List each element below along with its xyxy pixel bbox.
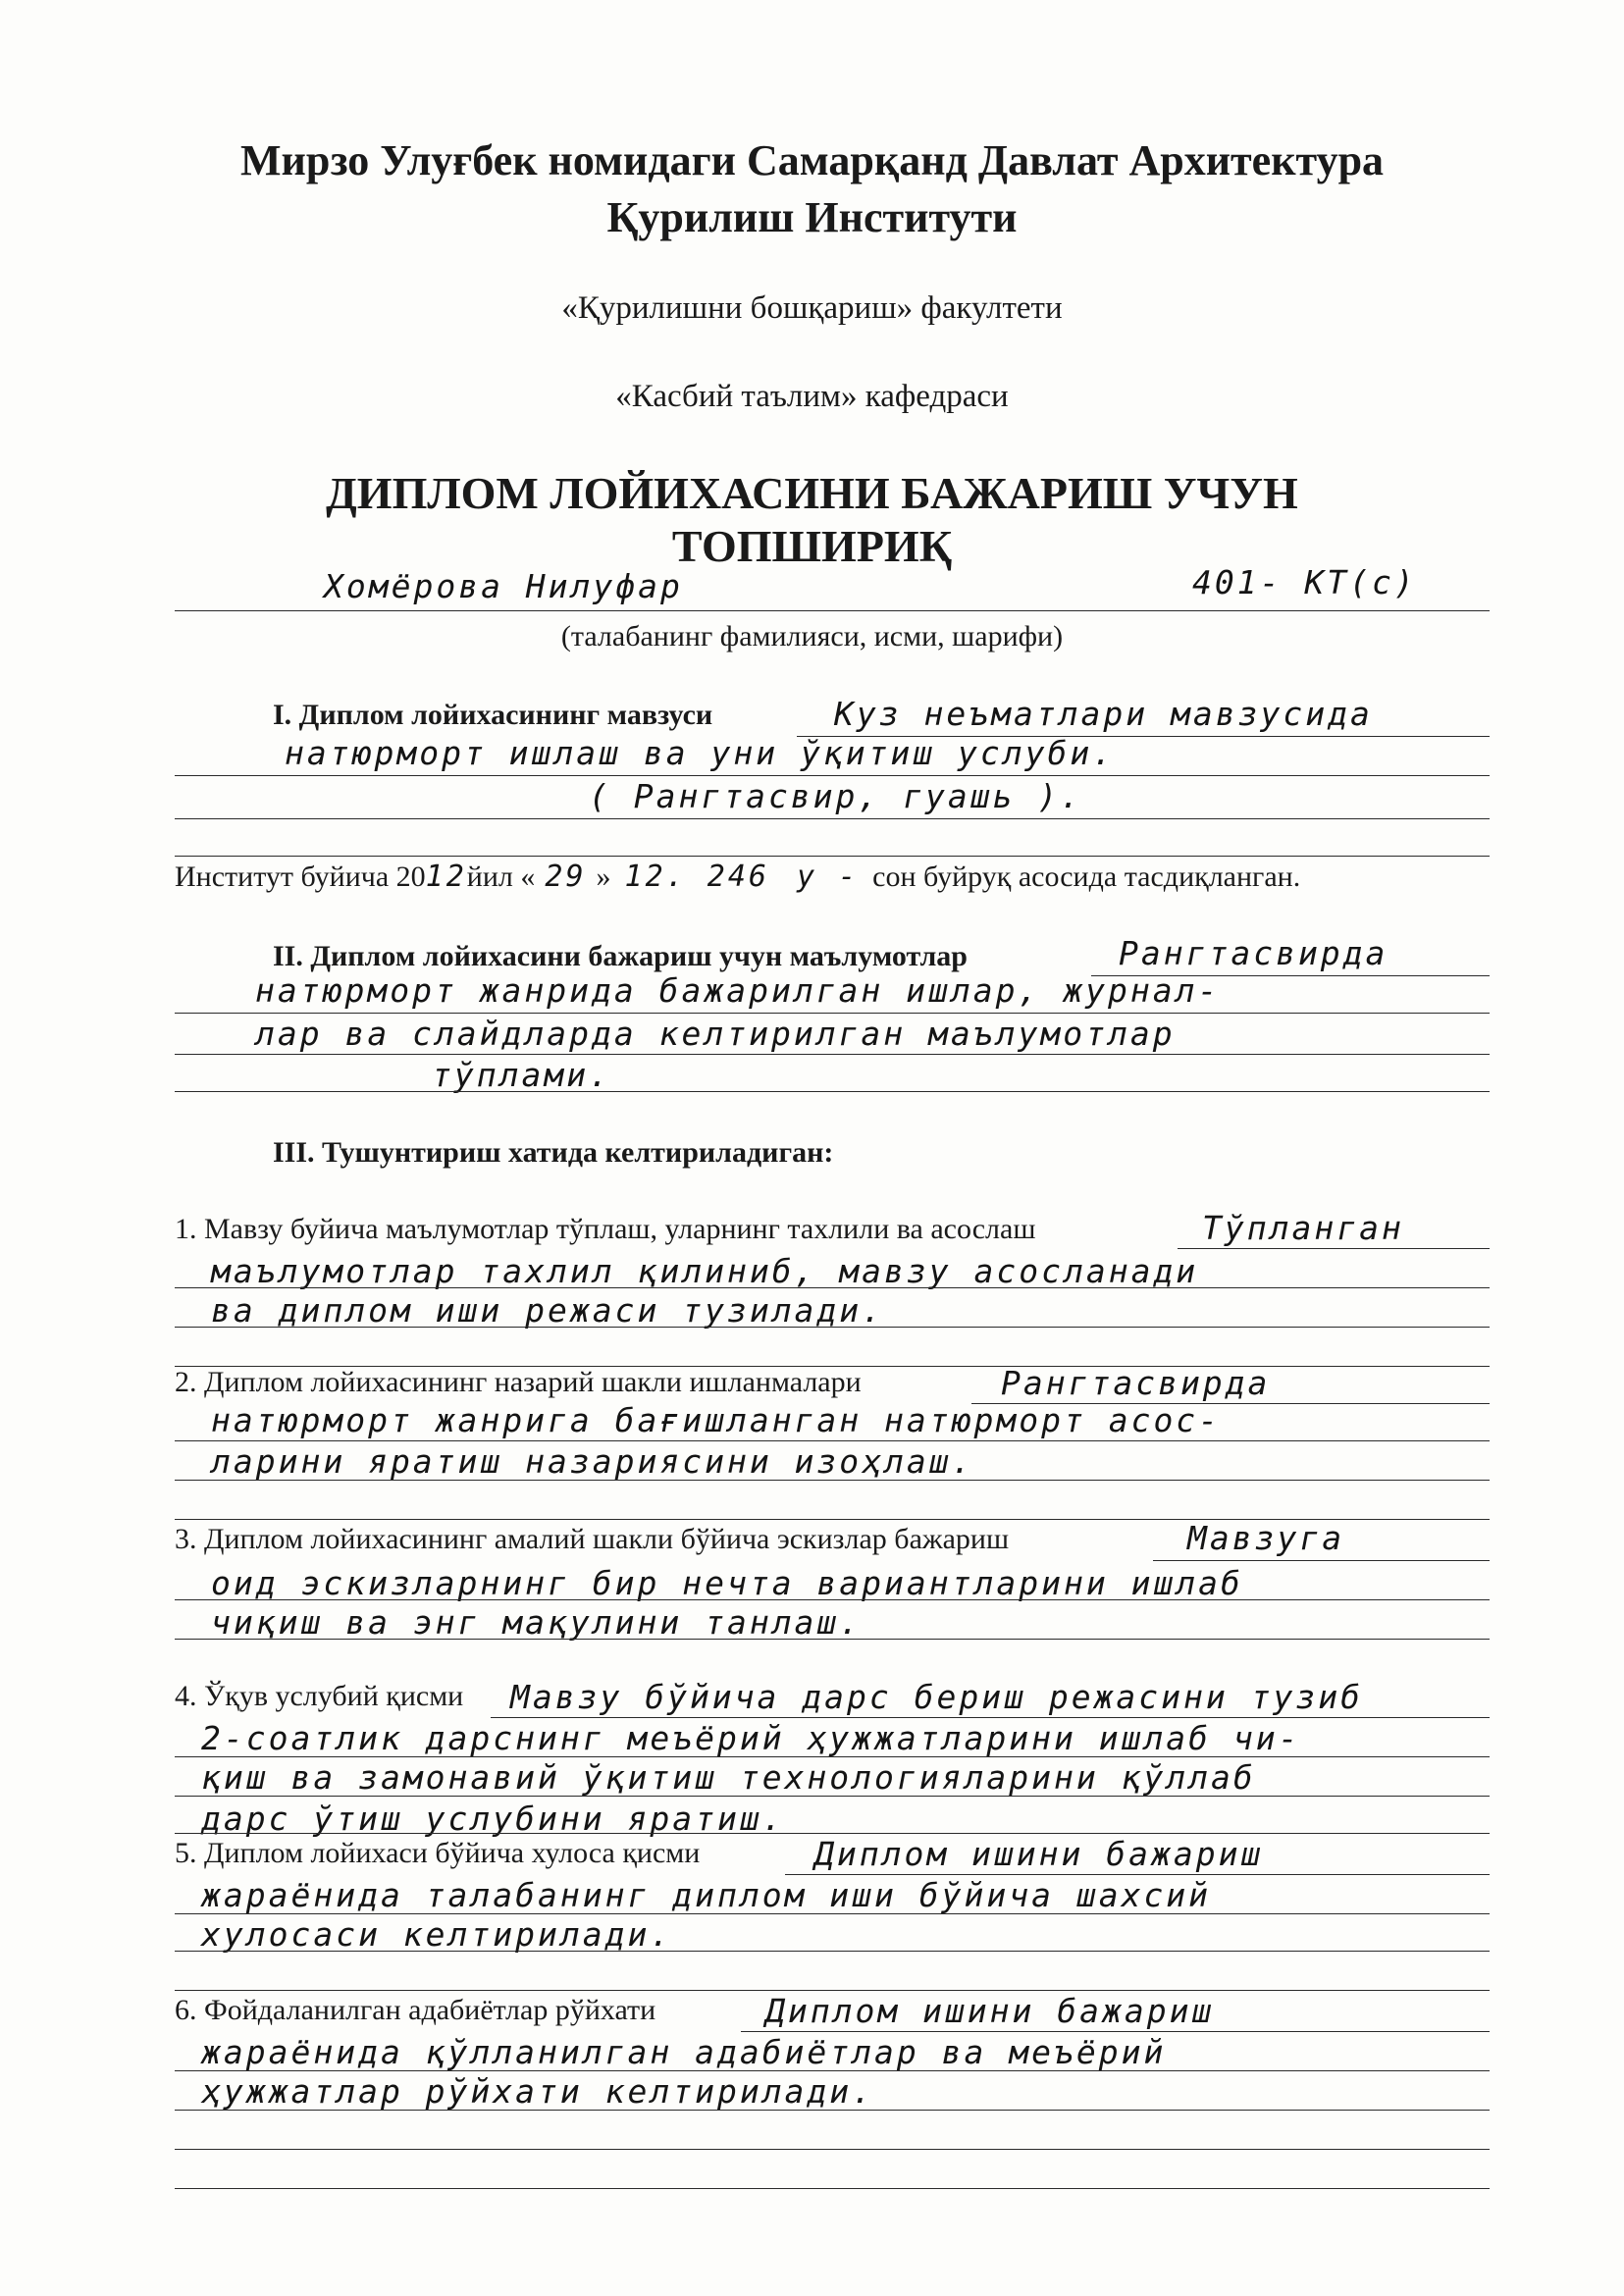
item-5-rule-3 <box>175 1951 1490 1952</box>
item-3-line-1: Мавзуга <box>1187 1519 1345 1557</box>
institute-name-line2: Қурилиш Институти <box>606 193 1018 241</box>
item-1-line-2: маълумотлар тахлил қилиниб, мавзу асосланади <box>211 1252 1199 1290</box>
item-4-rule-3 <box>175 1796 1490 1797</box>
document-title-line2: ТОПШИРИҚ <box>671 521 953 571</box>
explanatory-label: III. Тушунтириш хатида келтириладиган: <box>273 1136 834 1169</box>
item-2-rule-2 <box>175 1440 1490 1441</box>
order-mid1: йил « <box>466 861 536 893</box>
item-5-rule-1 <box>785 1874 1490 1875</box>
faculty-name: «Қурилишни бошқариш» факултети <box>561 290 1063 326</box>
item-1-line-1: Тўпланган <box>1202 1209 1404 1247</box>
data-section-label: II. Диплом лойихасини бажариш учун маълумотлар <box>273 940 968 972</box>
item-4-line-2: 2-соатлик дарснинг меъёрий ҳужжатларини ишлаб чи- <box>201 1719 1301 1757</box>
item-1-rule-3 <box>175 1327 1490 1328</box>
data-line-1: Рангтасвирда <box>1119 934 1388 972</box>
topic-label: I. Диплом лойихасининг мавзуси <box>273 699 713 731</box>
item-4-line-1: Мавзу бўйича дарс бериш режасини тузиб <box>510 1678 1363 1716</box>
data-rule-4 <box>175 1091 1490 1092</box>
item-6-line-1: Диплом ишини бажариш <box>765 1992 1215 2030</box>
topic-rule-2 <box>175 775 1490 776</box>
student-name-line <box>175 610 1490 611</box>
item-4-rule-4 <box>175 1833 1490 1834</box>
document-title-line1: ДИПЛОМ ЛОЙИХАСИНИ БАЖАРИШ УЧУН <box>326 468 1298 518</box>
topic-rule-3 <box>175 818 1490 819</box>
item-6-rule-2 <box>175 2070 1490 2071</box>
order-day: 29 <box>545 860 587 894</box>
item-5-line-3: хулосаси келтирилади. <box>201 1915 673 1954</box>
item-6-rule-1 <box>741 2031 1490 2032</box>
item-6-line-2: жараёнида қўлланилган адабиётлар ва меъёрий <box>201 2033 1167 2071</box>
item-3-rule-1 <box>1153 1560 1490 1561</box>
item-5-rule-2 <box>175 1913 1490 1914</box>
item-5-rule-4 <box>175 1990 1490 1991</box>
data-line-3: лар ва слайдларда келтирилган маълумотлар <box>255 1015 1176 1053</box>
item-4-line-3: қиш ва замонавий ўқитиш технологияларини қўллаб <box>201 1758 1256 1797</box>
order-prefix: Институт буйича 20 <box>175 861 426 893</box>
item-6-rule-3 <box>175 2110 1490 2111</box>
topic-line-1: Куз неъматлари мавзусида <box>834 695 1373 733</box>
item-1-rule-1 <box>1178 1248 1490 1249</box>
item-1-label: 1. Мавзу буйича маълумотлар тўплаш, уларнинг тахлили ва асослаш <box>175 1213 1036 1245</box>
student-group: 401- КТ(с) <box>1192 563 1417 601</box>
item-5-label: 5. Диплом лойихаси бўйича хулоса қисми <box>175 1837 701 1869</box>
item-4-line-4: дарс ўтиш услубини яратиш. <box>201 1800 785 1838</box>
data-rule-2 <box>175 1013 1490 1014</box>
item-2-label: 2. Диплом лойихасининг назарий шакли ишланмалари <box>175 1366 862 1398</box>
item-2-line-1: Рангтасвирда <box>1001 1364 1271 1402</box>
topic-rule-4 <box>175 856 1490 857</box>
order-mid2: » <box>596 861 611 893</box>
item-6-rule-5 <box>175 2188 1490 2189</box>
item-3-line-3: чиқиш ва энг мақулини танлаш. <box>211 1603 863 1642</box>
item-6-line-3: ҳужжатлар рўйхати келтирилади. <box>201 2072 875 2111</box>
item-6-label: 6. Фойдаланилган адабиётлар рўйхати <box>175 1994 656 2026</box>
item-2-rule-3 <box>175 1480 1490 1481</box>
student-caption: (талабанинг фамилияси, исми, шарифи) <box>560 620 1064 652</box>
topic-line-3: ( Рангтасвир, гуашь ). <box>589 777 1083 815</box>
item-3-line-2: оид эскизларнинг бир нечта вариантларини ишлаб <box>211 1564 1243 1602</box>
item-5-line-1: Диплом ишини бажариш <box>814 1835 1264 1873</box>
item-2-line-3: ларини яратиш назариясини изоҳлаш. <box>211 1442 974 1481</box>
student-name: Хомёрова Нилуфар <box>324 567 683 605</box>
item-4-label: 4. Ўқув услубий қисми <box>175 1680 464 1712</box>
order-number: 12. 246 <box>624 860 769 894</box>
item-5-line-2: жараёнида талабанинг диплом иши бўйича шахсий <box>201 1876 1212 1914</box>
order-line <box>175 860 1300 894</box>
topic-line-2: натюрморт ишлаш ва уни ўқитиш услуби. <box>285 734 1116 772</box>
department-name: «Касбий таълим» кафедраси <box>615 379 1009 414</box>
item-1-rule-2 <box>175 1287 1490 1288</box>
item-1-line-3: ва диплом иши режаси тузилади. <box>211 1291 885 1330</box>
order-year: 12 <box>425 860 467 894</box>
item-4-rule-1 <box>491 1717 1490 1718</box>
item-3-rule-3 <box>175 1639 1490 1640</box>
order-letter: у - <box>796 860 860 894</box>
institute-name-line1: Мирзо Улуғбек номидаги Самарқанд Давлат Архитектура <box>239 136 1385 184</box>
data-rule-3 <box>175 1054 1490 1055</box>
item-6-rule-4 <box>175 2149 1490 2150</box>
data-line-4: тўплами. <box>432 1056 611 1094</box>
order-suffix: сон буйруқ асосида тасдиқланган. <box>872 861 1301 893</box>
item-2-line-2: натюрморт жанрига бағишланган натюрморт асос- <box>211 1401 1222 1439</box>
data-line-2: натюрморт жанрида бажарилган ишлар, журнал- <box>255 971 1221 1010</box>
item-3-rule-2 <box>175 1599 1490 1600</box>
item-3-label: 3. Диплом лойихасининг амалий шакли бўйича эскизлар бажариш <box>175 1523 1010 1555</box>
item-4-rule-2 <box>175 1756 1490 1757</box>
